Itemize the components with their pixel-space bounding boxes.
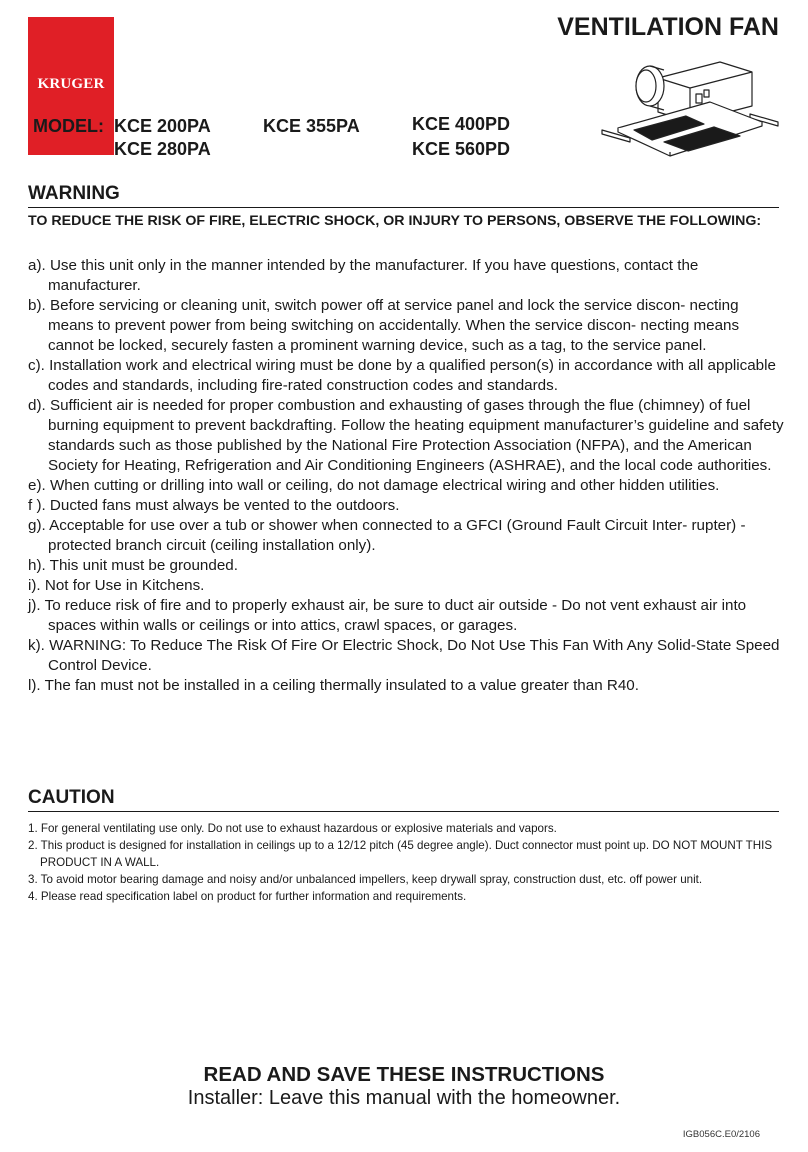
list-item: h). This unit must be grounded.	[28, 557, 238, 574]
model-number: KCE 400PD	[412, 114, 511, 134]
document-title: VENTILATION FAN	[557, 13, 779, 41]
list-item: a). Use this unit only in the manner intended by the manufacturer. If you have questions, contact the manufacturer.	[28, 257, 699, 294]
warning-heading: WARNING	[28, 183, 779, 208]
read-save-instructions: READ AND SAVE THESE INSTRUCTIONS	[203, 1063, 605, 1086]
list-item: 1. For general ventilating use only. Do not use to exhaust hazardous or explosive materials and vapors.	[28, 822, 557, 835]
ventilation-fan-icon	[600, 56, 780, 166]
list-item: 2. This product is designed for installation in ceilings up to a 12/12 pitch (45 degree angle). Duct connector must point up. DO NOT MOUNT THIS PRODUCT IN A WALL.	[28, 839, 773, 869]
model-number: KCE 560PD	[412, 139, 511, 159]
caution-heading: CAUTION	[28, 787, 779, 812]
warning-list	[28, 256, 784, 696]
document-code: IGB056C.E0/2106	[682, 1129, 760, 1140]
list-item: f ). Ducted fans must always be vented to the outdoors.	[28, 497, 400, 514]
list-item: k). WARNING: To Reduce The Risk Of Fire Or Electric Shock, Do Not Use This Fan With Any Solid-State Speed Control Device.	[28, 637, 780, 674]
installer-note: Installer: Leave this manual with the homeowner.	[187, 1087, 621, 1109]
model-number: KCE 355PA	[263, 116, 360, 136]
list-item: b). Before servicing or cleaning unit, switch power off at service panel and lock the service discon- necting means to prevent power from being switching on accidentally. When the service discon- necting means cannot be locked, securely fasten a prominent warning device, such as a tag, to the service panel.	[28, 297, 740, 354]
list-item: 4. Please read specification label on product for further information and requirements.	[28, 890, 467, 903]
model-number: KCE 200PA	[114, 116, 211, 136]
brand-name: KRUGER	[37, 76, 105, 92]
warning-intro: TO REDUCE THE RISK OF FIRE, ELECTRIC SHOCK, OR INJURY TO PERSONS, OBSERVE THE FOLLOWING:	[28, 213, 762, 229]
list-item: d). Sufficient air is needed for proper combustion and exhausting of gases through the flue (chimney) of fuel burning equipment to prevent backdrafting. Follow the heating equipment manufacturer’s guideline and safety standards such as those published by the National Fire Protection Association (NFPA), and the American Society for Heating, Refrigeration and Air Conditioning Engineers (ASHRAE), and the local code authorities.	[28, 397, 784, 474]
list-item: i). Not for Use in Kitchens.	[28, 577, 205, 594]
list-item: 3. To avoid motor bearing damage and noisy and/or unbalanced impellers, keep drywall spray, construction dust, etc. off power unit.	[28, 873, 703, 886]
list-item: l). The fan must not be installed in a ceiling thermally insulated to a value greater than R40.	[28, 677, 639, 694]
list-item: e). When cutting or drilling into wall or ceiling, do not damage electrical wiring and other hidden utilities.	[28, 477, 720, 494]
list-item: j). To reduce risk of fire and to properly exhaust air, be sure to duct air outside - Do not vent exhaust air into spaces within walls or ceilings or into attics, crawl spaces, or garages.	[28, 597, 747, 634]
list-item: g). Acceptable for use over a tub or shower when connected to a GFCI (Ground Fault Circuit Inter- rupter) - protected branch circuit (ceiling installation only).	[28, 517, 746, 554]
model-number: KCE 280PA	[114, 139, 211, 159]
list-item: c). Installation work and electrical wiring must be done by a qualified person(s) in accordance with all applicable codes and standards, including fire-rated construction codes and standards.	[28, 357, 776, 394]
caution-list	[28, 820, 784, 905]
model-label: MODEL:	[33, 116, 104, 136]
